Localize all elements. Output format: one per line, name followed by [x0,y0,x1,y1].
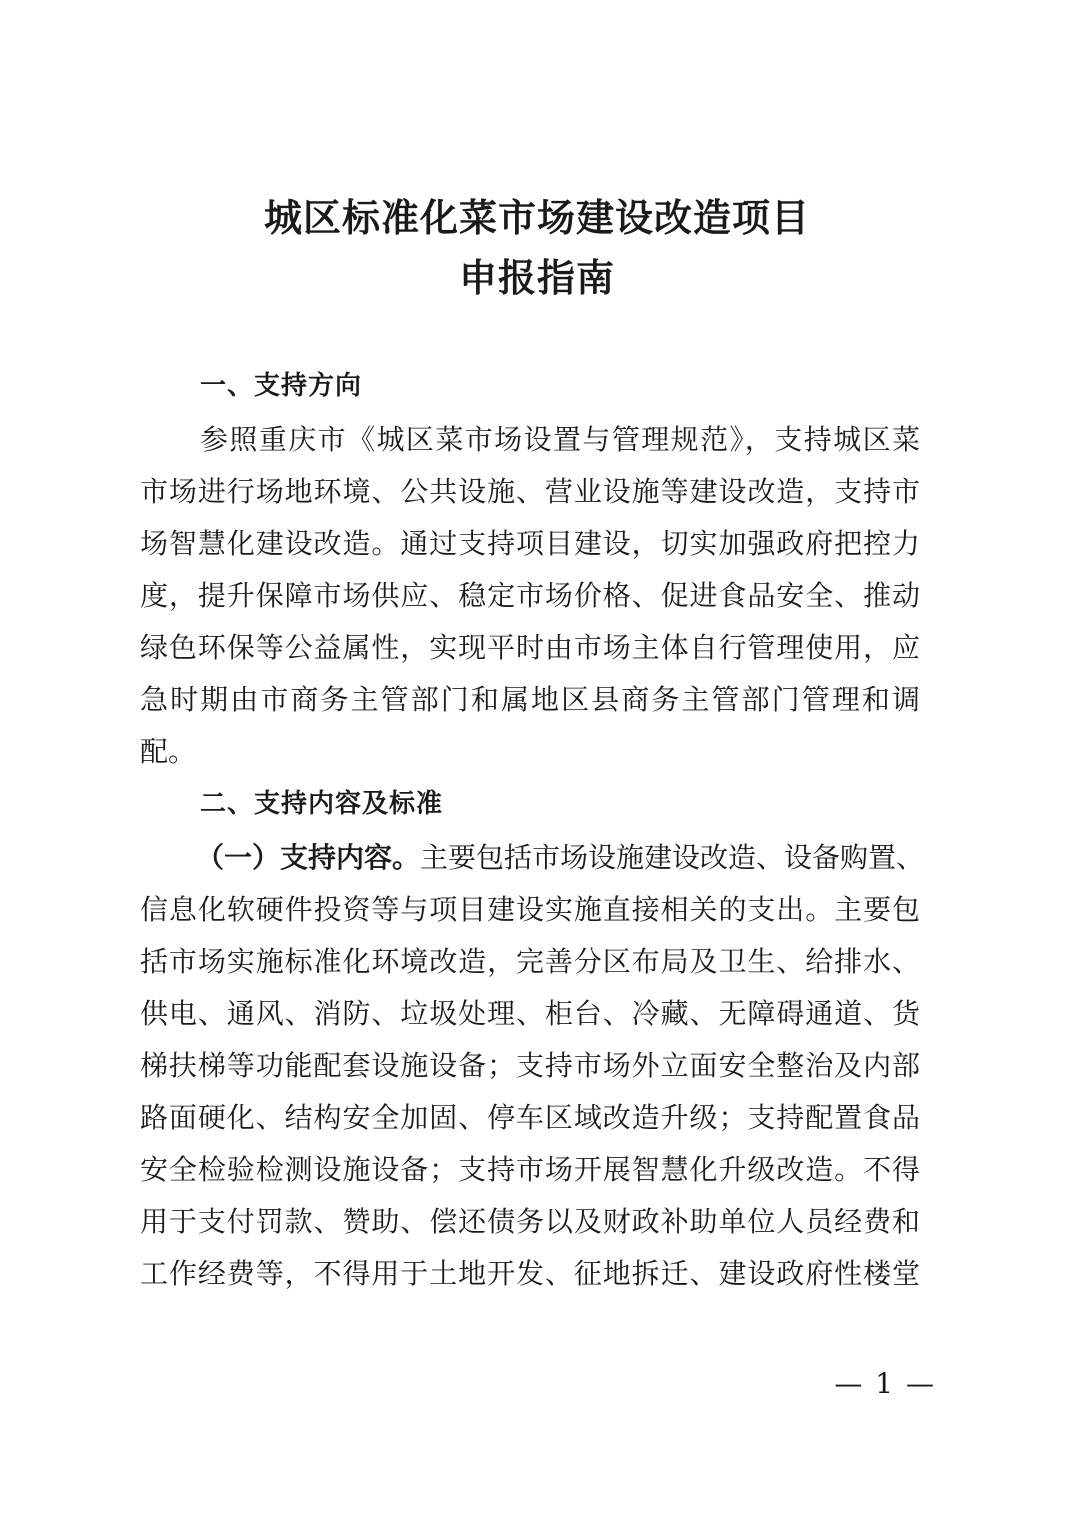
paragraph-line: 场智慧化建设改造。通过支持项目建设，切实加强政府把控力 [140,527,920,560]
paragraph-line: 用于支付罚款、赞助、偿还债务以及财政补助单位人员经费和 [140,1205,920,1238]
paragraph-line: 供电、通风、消防、垃圾处理、柜台、冷藏、无障碍通道、货 [140,997,920,1030]
paragraph-line: 度，提升保障市场供应、稳定市场价格、促进食品安全、推动 [140,579,920,612]
paragraph-line: 工作经费等，不得用于土地开发、征地拆迁、建设政府性楼堂 [140,1257,920,1290]
section-heading-support-direction: 一、支持方向 [200,371,363,401]
paragraph-line-rest: 主要包括市场设施建设改造、设备购置、 [420,841,925,874]
page-number: — 1 — [834,1367,936,1400]
paragraph-line: 配。 [140,735,197,768]
paragraph-line: 安全检验检测设施设备；支持市场开展智慧化升级改造。不得 [140,1153,920,1186]
paragraph-line: 梯扶梯等功能配套设施设备；支持市场外立面安全整治及内部 [140,1049,920,1082]
paragraph-line: 绿色环保等公益属性，实现平时由市场主体自行管理使用，应 [140,631,920,664]
subsection-lead: （一）支持内容。 [196,841,421,874]
paragraph-line: 市场进行场地环境、公共设施、营业设施等建设改造，支持市 [140,475,920,508]
paragraph-line: 括市场实施标准化环境改造，完善分区布局及卫生、给排水、 [140,945,920,978]
section-heading-content-standards: 二、支持内容及标准 [200,789,444,819]
paragraph-line: 参照重庆市《城区菜市场设置与管理规范》，支持城区菜 [200,423,920,456]
document-title: 城区标准化菜市场建设改造项目 [263,196,810,240]
paragraph-line [196,838,925,878]
paragraph-line: 信息化软硬件投资等与项目建设实施直接相关的支出。主要包 [140,893,920,926]
document-subtitle: 申报指南 [458,256,615,300]
paragraph-line: 急时期由市商务主管部门和属地区县商务主管部门管理和调 [140,683,920,716]
paragraph-line: 路面硬化、结构安全加固、停车区域改造升级；支持配置食品 [140,1101,920,1134]
